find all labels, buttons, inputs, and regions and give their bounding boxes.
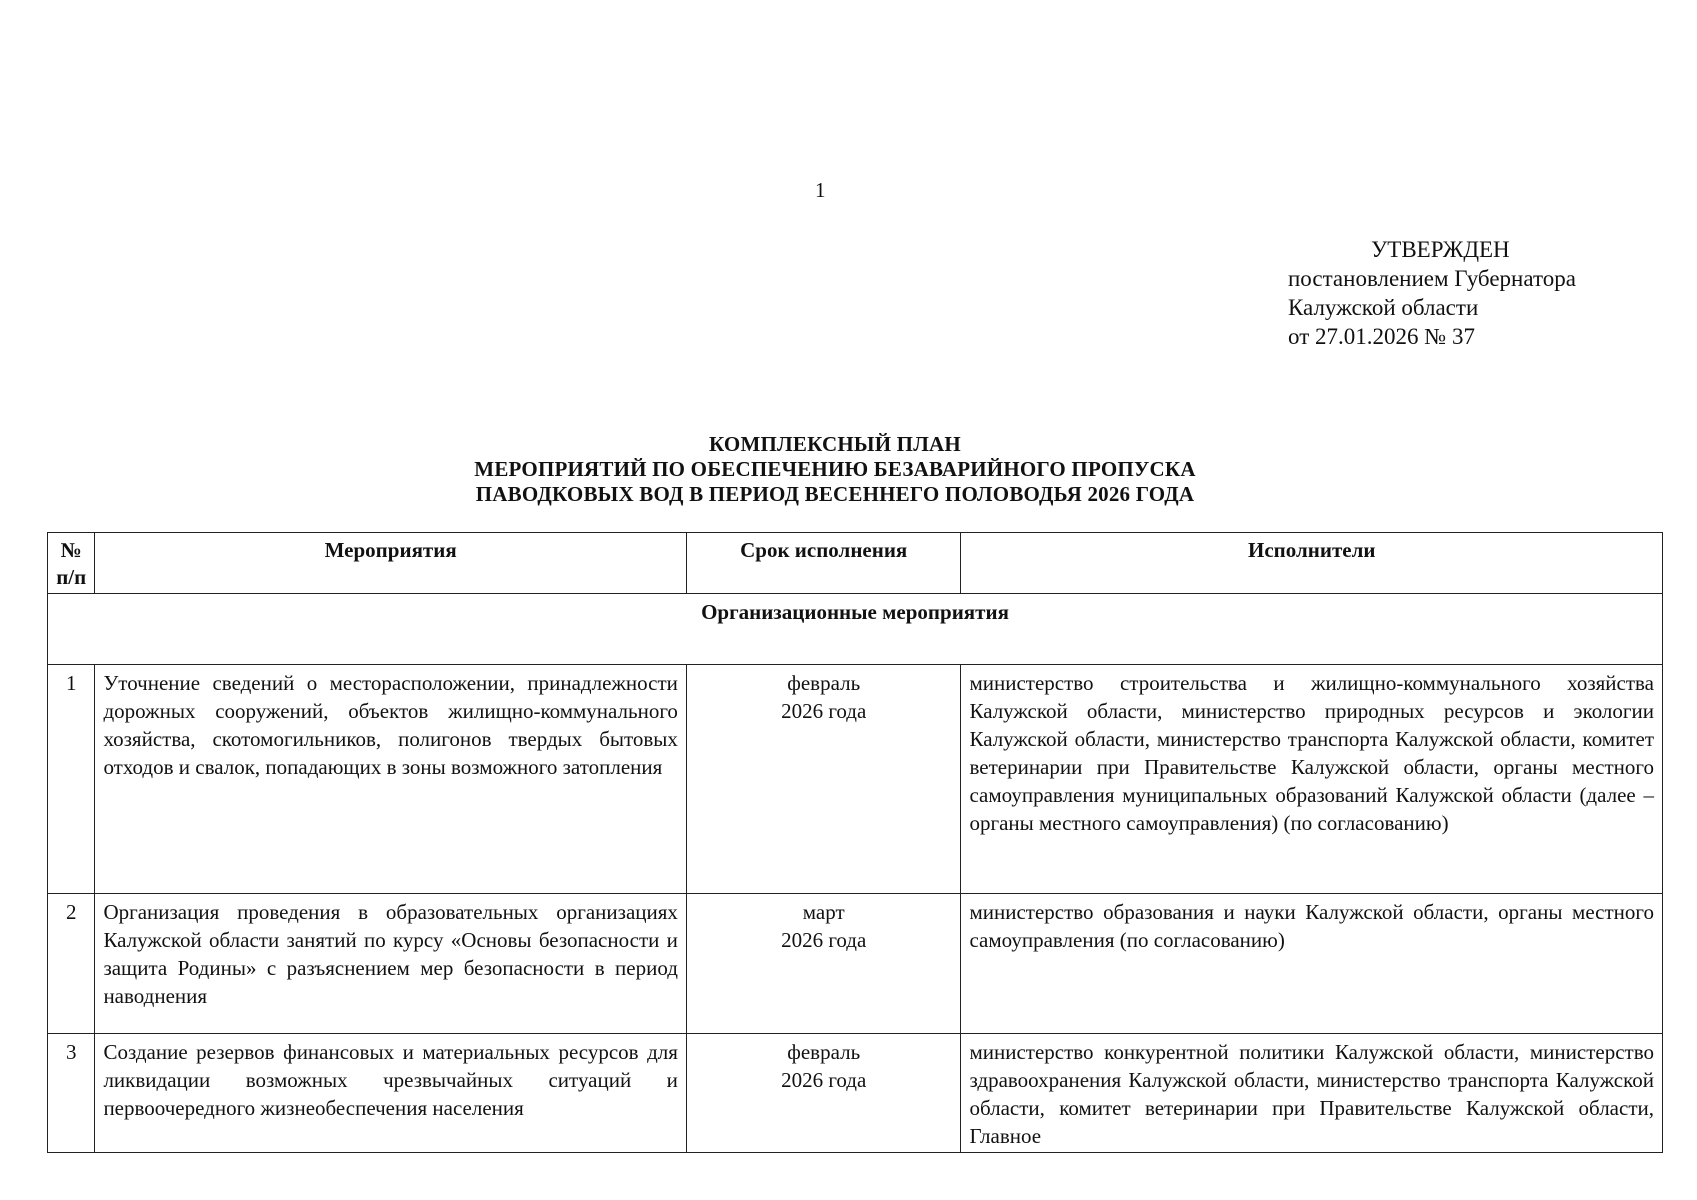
document-title bbox=[380, 432, 1290, 507]
section-title: Организационные мероприятия bbox=[48, 594, 1663, 665]
approval-line-1: постановлением Губернатора bbox=[1288, 266, 1576, 291]
row-activity: Создание резервов финансовых и материальных ресурсов для ликвидации возможных чрезвычайных ситуаций и первоочередного жизнеобеспечения населения bbox=[95, 1034, 686, 1153]
plan-table bbox=[47, 532, 1663, 1153]
row-executors: министерство образования и науки Калужской области, органы местного самоуправления (по согласованию) bbox=[961, 894, 1663, 1034]
term-year: 2026 года bbox=[781, 1068, 867, 1092]
row-activity: Организация проведения в образовательных организациях Калужской области занятий по курсу «Основы безопасности и защита Родины» с разъяснением мер безопасности в период наводнения bbox=[95, 894, 686, 1034]
row-executors: министерство строительства и жилищно-коммунального хозяйства Калужской области, министерство природных ресурсов и экологии Калужской области, министерство транспорта Калужской области, комитет ветеринарии при Правительстве Калужской области, органы местного самоуправления муниципальных образований Калужской области (далее – органы местного самоуправления) (по согласованию) bbox=[961, 665, 1663, 894]
header-executors: Исполнители bbox=[961, 533, 1663, 594]
table-row bbox=[48, 665, 1663, 894]
term-year: 2026 года bbox=[781, 928, 867, 952]
table-row bbox=[48, 1034, 1663, 1153]
header-number: № п/п bbox=[48, 533, 95, 594]
row-activity: Уточнение сведений о месторасположении, принадлежности дорожных сооружений, объектов жилищно-коммунального хозяйства, скотомогильников, полигонов твердых бытовых отходов и свалок, попадающих в зоны возможного затопления bbox=[95, 665, 686, 894]
term-year: 2026 года bbox=[781, 699, 867, 723]
row-term bbox=[686, 665, 961, 894]
row-number: 3 bbox=[48, 1034, 95, 1153]
row-number: 2 bbox=[48, 894, 95, 1034]
table-header-row bbox=[48, 533, 1663, 594]
approval-line-3: от 27.01.2026 № 37 bbox=[1288, 324, 1475, 349]
title-line-1: КОМПЛЕКСНЫЙ ПЛАН bbox=[709, 432, 961, 456]
title-line-3: ПАВОДКОВЫХ ВОД В ПЕРИОД ВЕСЕННЕГО ПОЛОВОДЬЯ 2026 ГОДА bbox=[475, 482, 1195, 506]
row-term bbox=[686, 1034, 961, 1153]
approval-line-2: Калужской области bbox=[1288, 295, 1479, 320]
term-month: март bbox=[802, 900, 845, 924]
row-number: 1 bbox=[48, 665, 95, 894]
approval-stamp bbox=[1288, 235, 1576, 351]
page-number: 1 bbox=[815, 178, 826, 202]
title-line-2: МЕРОПРИЯТИЙ ПО ОБЕСПЕЧЕНИЮ БЕЗАВАРИЙНОГО ПРОПУСКА bbox=[474, 457, 1196, 481]
term-month: февраль bbox=[787, 1040, 861, 1064]
header-term: Срок исполнения bbox=[686, 533, 961, 594]
term-month: февраль bbox=[787, 671, 861, 695]
header-activity: Мероприятия bbox=[95, 533, 686, 594]
section-row bbox=[48, 594, 1663, 665]
row-executors: министерство конкурентной политики Калужской области, министерство здравоохранения Калужской области, министерство транспорта Калужской области, комитет ветеринарии при Правительстве Калужской области, Главное bbox=[961, 1034, 1663, 1153]
table-row bbox=[48, 894, 1663, 1034]
approval-title: УТВЕРЖДЕН bbox=[1371, 237, 1510, 262]
row-term bbox=[686, 894, 961, 1034]
